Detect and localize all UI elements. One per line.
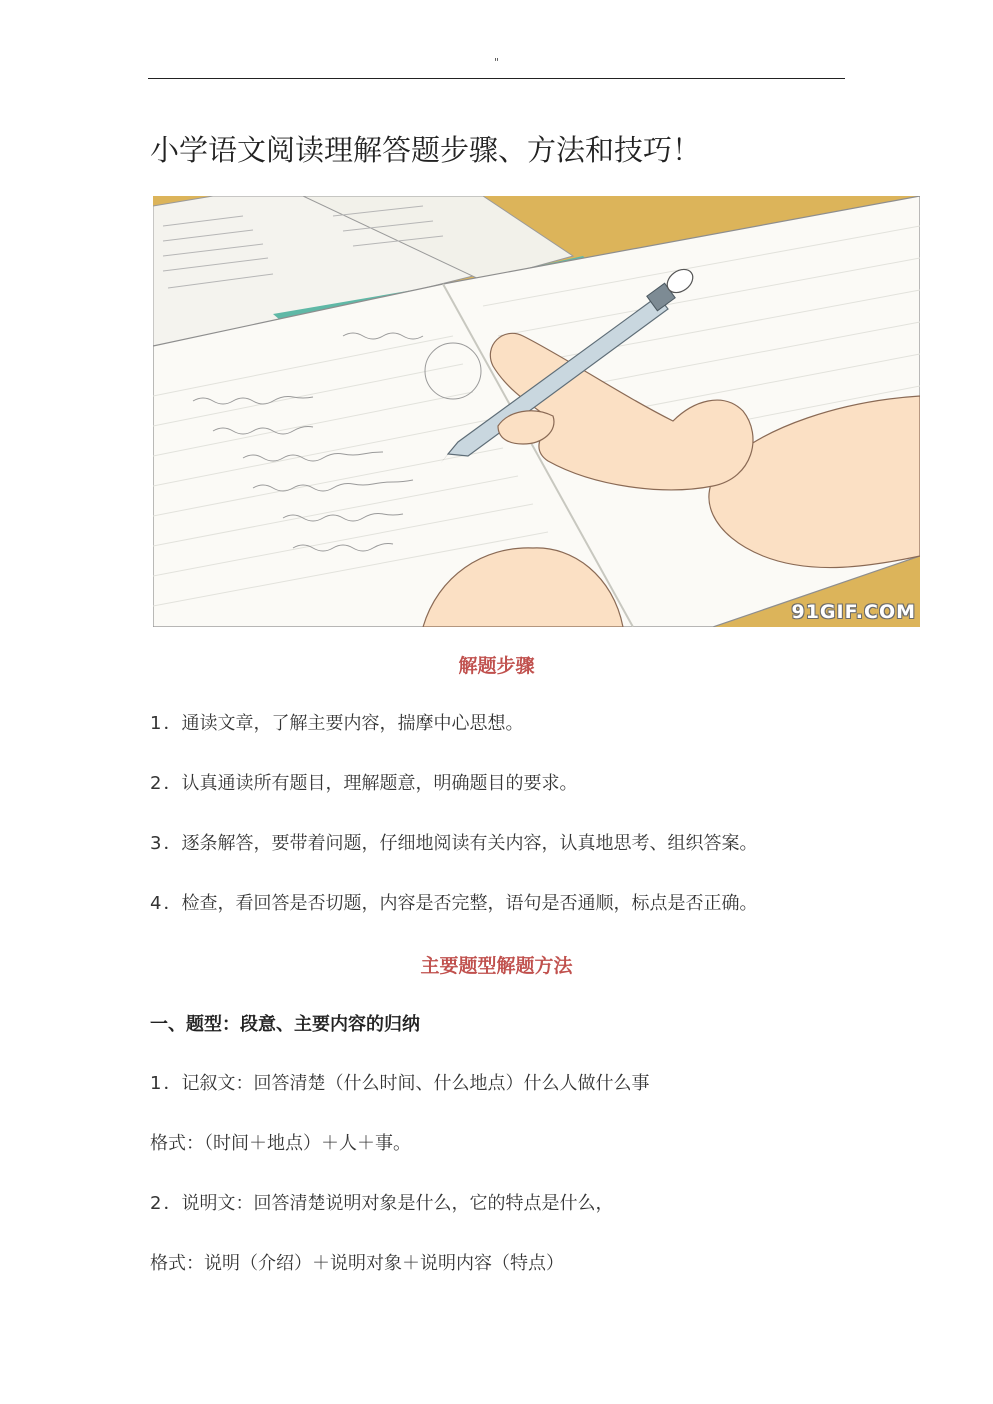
type1-heading: 一、题型：段意、主要内容的归纳 [150, 1014, 420, 1035]
item-text: ．记叙文：回答清楚（什么时间、什么地点）什么人做什么事 [163, 1073, 650, 1094]
step-text: ．通读文章，了解主要内容，揣摩中心思想。 [163, 713, 524, 734]
item-text: ．说明文：回答清楚说明对象是什么，它的特点是什么， [163, 1193, 614, 1214]
step-item [150, 711, 850, 737]
step-number: 2 [150, 773, 162, 794]
writing-hand-illustration [153, 196, 920, 627]
header-mark: " [493, 56, 500, 69]
format-line: 格式：（时间＋地点）＋人＋事。 [150, 1133, 411, 1154]
step-number: 4 [150, 893, 162, 914]
watermark: 91GIF.COM [791, 601, 916, 623]
method-item [150, 1191, 850, 1217]
step-number: 3 [150, 833, 162, 854]
steps-heading: 解题步骤 [458, 655, 535, 677]
header-rule [148, 78, 845, 79]
step-text: ．认真通读所有题目，理解题意，明确题目的要求。 [163, 773, 578, 794]
step-item [150, 771, 850, 797]
item-number: 1 [150, 1073, 162, 1094]
step-text: ．逐条解答，要带着问题，仔细地阅读有关内容，认真地思考、组织答案。 [163, 833, 758, 854]
step-item [150, 831, 850, 857]
method-item [150, 1071, 850, 1097]
hero-illustration [153, 196, 920, 627]
step-item [150, 891, 850, 917]
item-number: 2 [150, 1193, 162, 1214]
step-text: ．检查，看回答是否切题，内容是否完整，语句是否通顺，标点是否正确。 [163, 893, 758, 914]
article-title: 小学语文阅读理解答题步骤、方法和技巧！ [150, 133, 702, 167]
format-line: 格式：说明（介绍）＋说明对象＋说明内容（特点） [150, 1253, 564, 1274]
methods-heading: 主要题型解题方法 [420, 955, 573, 977]
step-number: 1 [150, 713, 162, 734]
